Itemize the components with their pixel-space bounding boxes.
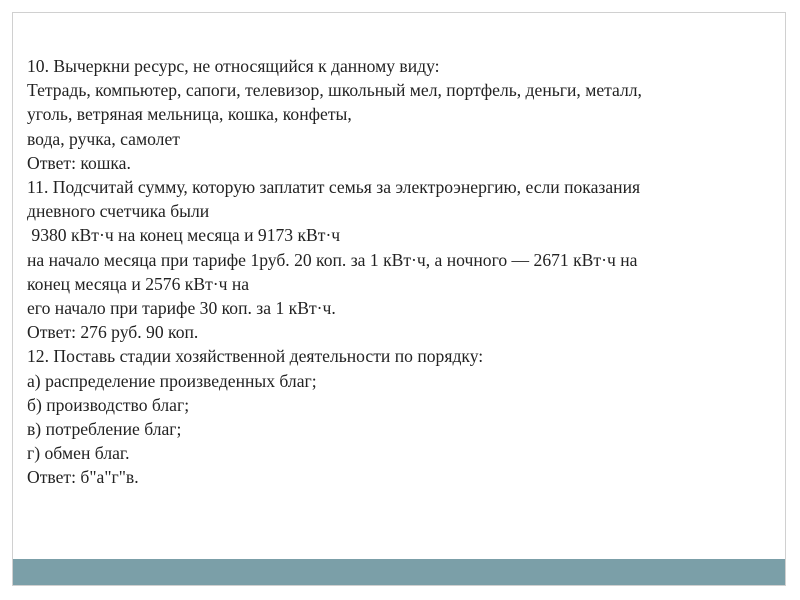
task-12-option-c: в) потребление благ; — [27, 419, 182, 440]
task-11-line-2: дневного счетчика были — [27, 201, 210, 222]
task-12-answer: Ответ: б"а"г"в. — [27, 467, 139, 488]
task-12-heading: 12. Поставь стадии хозяйственной деятельности по порядку: — [27, 346, 484, 367]
slide-text — [27, 54, 772, 490]
task-10-list-line-2: уголь, ветряная мельница, кошка, конфеты, — [27, 104, 352, 125]
task-10-answer: Ответ: кошка. — [27, 152, 131, 173]
task-12-option-b: б) производство благ; — [27, 394, 190, 415]
task-11-heading: 11. Подсчитай сумму, которую заплатит семья за электроэнергию, если показания — [27, 177, 641, 198]
task-11-line-4: на начало месяца при тарифе 1руб. 20 коп. за 1 кВт·ч, а ночного — 2671 кВт·ч на — [27, 249, 638, 270]
slide — [12, 12, 786, 586]
task-10-heading: 10. Вычеркни ресурс, не относящийся к данному виду: — [27, 56, 440, 76]
task-10-list-line-1: Тетрадь, компьютер, сапоги, телевизор, школьный мел, портфель, деньги, металл, — [27, 80, 642, 101]
task-12-option-a: а) распределение произведенных благ; — [27, 370, 317, 391]
footer-bar — [13, 559, 785, 585]
task-11-answer: Ответ: 276 руб. 90 коп. — [27, 322, 199, 343]
task-11-line-6: его начало при тарифе 30 коп. за 1 кВт·ч. — [27, 298, 336, 319]
task-12-option-d: г) обмен благ. — [27, 443, 130, 464]
task-11-line-3: 9380 кВт·ч на конец месяца и 9173 кВт·ч — [27, 225, 341, 246]
task-10-list-line-3: вода, ручка, самолет — [27, 128, 180, 149]
task-11-line-5: конец месяца и 2576 кВт·ч на — [27, 273, 250, 294]
